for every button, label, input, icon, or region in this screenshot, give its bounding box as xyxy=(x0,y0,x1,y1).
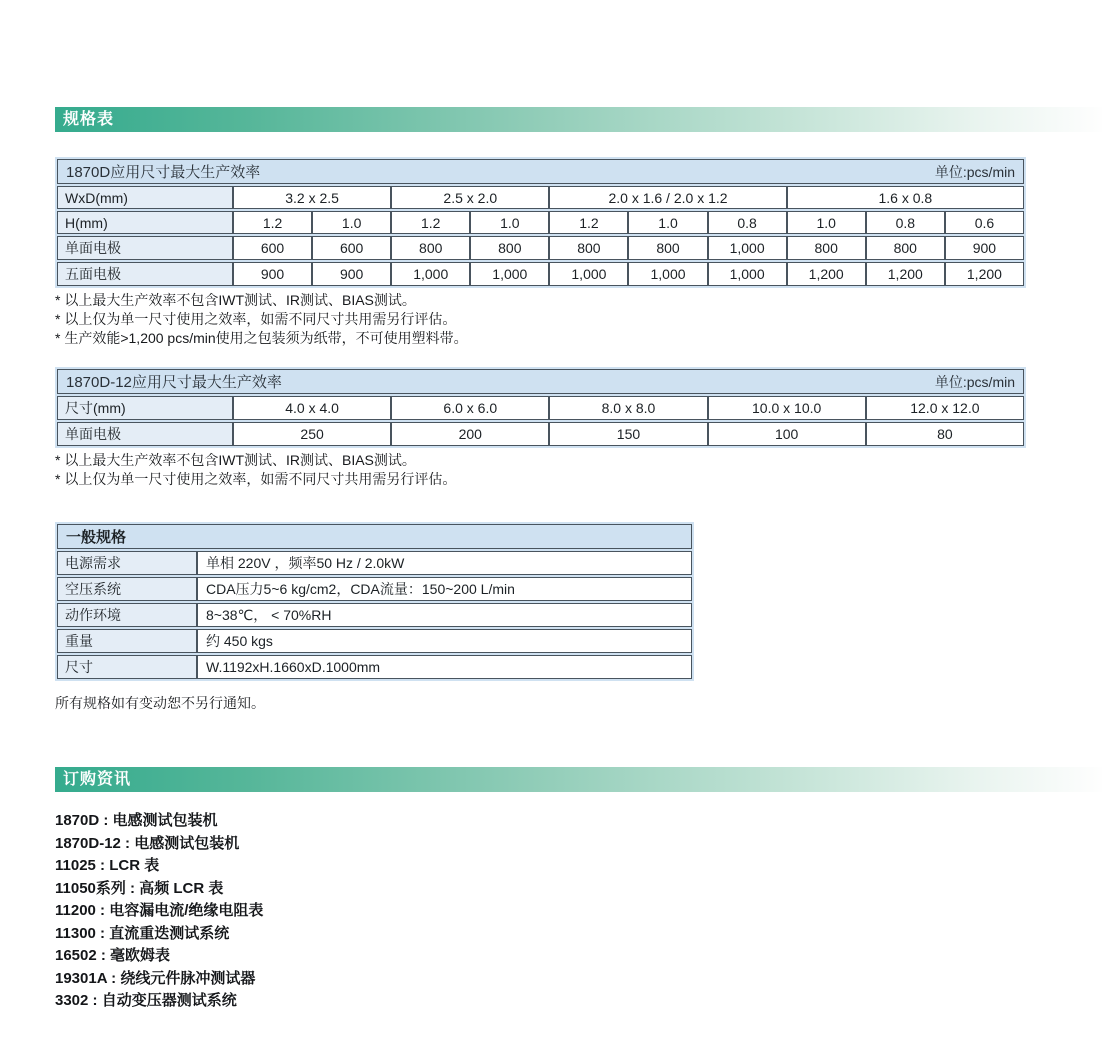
table-1870d12 xyxy=(57,367,1024,448)
specs-change-notice: 所有规格如有变动恕不另行通知。 xyxy=(55,695,265,711)
table-cell: 2.0 x 1.6 / 2.0 x 1.2 xyxy=(549,186,786,209)
spec-value: CDA压力5~6 kg/cm2，CDA流量：150~200 L/min xyxy=(197,577,692,601)
table-cell: 1.0 xyxy=(787,211,866,234)
table-cell: 150 xyxy=(549,422,707,446)
table-cell: 1,000 xyxy=(708,236,787,260)
table-row xyxy=(57,369,1024,394)
table-cell: 1,200 xyxy=(945,262,1024,286)
unit-label: 单位:pcs/min xyxy=(934,163,1015,180)
row-label: 单面电极 xyxy=(57,422,233,446)
table-cell: 800 xyxy=(866,236,945,260)
table-cell: 1,000 xyxy=(628,262,707,286)
table-row xyxy=(57,524,692,549)
table-cell: 800 xyxy=(470,236,549,260)
ordering-list-item: 1870D : 电感测试包装机 xyxy=(55,812,218,829)
general-specs-table xyxy=(55,522,694,681)
table-cell: 12.0 x 12.0 xyxy=(866,396,1024,420)
row-label: 单面电极 xyxy=(57,236,233,260)
table-1870d12-max-throughput xyxy=(55,367,1026,448)
table-general-specs xyxy=(57,522,692,681)
spec-value: W.1192xH.1660xD.1000mm xyxy=(197,655,692,679)
table-cell: 1.2 xyxy=(391,211,470,234)
table-cell: 900 xyxy=(233,262,312,286)
table-title: 1870D应用尺寸最大生产效率 xyxy=(66,164,261,181)
table-cell: 900 xyxy=(945,236,1024,260)
table-cell: 800 xyxy=(787,236,866,260)
footnote: * 以上仅为单一尺寸使用之效率，如需不同尺寸共用需另行评估。 xyxy=(55,471,457,487)
ordering-list-item: 3302 : 自动变压器测试系统 xyxy=(55,992,237,1009)
table-row xyxy=(57,603,692,627)
spec-value: 单相 220V ，频率50 Hz / 2.0kW xyxy=(197,551,692,575)
row-label: 重量 xyxy=(57,629,197,653)
table-cell: 0.8 xyxy=(866,211,945,234)
ordering-section-bar xyxy=(55,767,1102,792)
table-row xyxy=(57,422,1024,446)
specs-section-title: 规格表 xyxy=(63,111,115,128)
table-row xyxy=(57,655,692,679)
row-label: 五面电极 xyxy=(57,262,233,286)
table-row xyxy=(57,159,1024,184)
table-cell: 8.0 x 8.0 xyxy=(549,396,707,420)
ordering-list-item: 16502 : 毫欧姆表 xyxy=(55,947,171,964)
table-cell: 1,000 xyxy=(708,262,787,286)
table-title-row xyxy=(57,369,1024,394)
table-cell: 100 xyxy=(708,422,866,446)
row-label: 动作环境 xyxy=(57,603,197,627)
ordering-list-item: 11200 : 电容漏电流/绝缘电阻表 xyxy=(55,902,264,919)
table-cell: 200 xyxy=(391,422,549,446)
table-cell: 1.0 xyxy=(312,211,391,234)
table-cell: 1.0 xyxy=(470,211,549,234)
table-cell: 2.5 x 2.0 xyxy=(391,186,549,209)
table-cell: 10.0 x 10.0 xyxy=(708,396,866,420)
table-title: 1870D-12应用尺寸最大生产效率 xyxy=(66,374,282,391)
ordering-list xyxy=(55,810,263,1013)
ordering-list-item: 19301A : 绕线元件脉冲测试器 xyxy=(55,969,256,987)
table-1870d-footnotes xyxy=(55,291,468,348)
table-row xyxy=(57,629,692,653)
footnote: * 以上仅为单一尺寸使用之效率，如需不同尺寸共用需另行评估。 xyxy=(55,311,457,327)
footnote: * 生产效能>1,200 pcs/min使用之包装须为纸带，不可使用塑料带。 xyxy=(55,330,468,346)
table-cell: 800 xyxy=(628,236,707,260)
spec-value: 8~38℃， < 70%RH xyxy=(197,603,692,627)
table-row xyxy=(57,262,1024,286)
table-cell: 1,200 xyxy=(866,262,945,286)
table-cell: 250 xyxy=(233,422,391,446)
table-cell: 6.0 x 6.0 xyxy=(391,396,549,420)
spec-value: 约 450 kgs xyxy=(197,629,692,653)
table-title-row xyxy=(57,159,1024,184)
table-1870d-max-throughput xyxy=(55,157,1026,288)
table-row xyxy=(57,577,692,601)
ordering-list-item: 11025 : LCR 表 xyxy=(55,857,160,874)
table-cell: 1.2 xyxy=(233,211,312,234)
table-cell: 3.2 x 2.5 xyxy=(233,186,391,209)
table-row xyxy=(57,211,1024,234)
table-cell: 0.6 xyxy=(945,211,1024,234)
row-label: 尺寸(mm) xyxy=(57,396,233,420)
table-cell: 1.2 xyxy=(549,211,628,234)
table-cell: 1.6 x 0.8 xyxy=(787,186,1024,209)
footnote: * 以上最大生产效率不包含IWT测试、IR测试、BIAS测试。 xyxy=(55,452,416,468)
row-label: 空压系统 xyxy=(57,577,197,601)
table-cell: 900 xyxy=(312,262,391,286)
specs-section-bar xyxy=(55,107,1102,132)
table-cell: 800 xyxy=(391,236,470,260)
row-label: H(mm) xyxy=(57,211,233,234)
unit-label: 单位:pcs/min xyxy=(934,373,1015,390)
table-cell: 0.8 xyxy=(708,211,787,234)
table-row xyxy=(57,236,1024,260)
table-row xyxy=(57,186,1024,209)
table-cell: 1,200 xyxy=(787,262,866,286)
table-title: 一般规格 xyxy=(57,524,692,549)
ordering-list-item: 11300 : 直流重迭测试系统 xyxy=(55,924,230,942)
table-1870d xyxy=(57,157,1024,288)
ordering-list-item: 1870D-12 : 电感测试包装机 xyxy=(55,834,240,852)
table-row xyxy=(57,551,692,575)
table-cell: 1.0 xyxy=(628,211,707,234)
table-cell: 4.0 x 4.0 xyxy=(233,396,391,420)
table-1870d12-footnotes xyxy=(55,451,456,489)
table-cell: 600 xyxy=(312,236,391,260)
table-cell: 1,000 xyxy=(470,262,549,286)
ordering-list-item: 11050系列 : 高频 LCR 表 xyxy=(55,879,224,897)
table-cell: 600 xyxy=(233,236,312,260)
ordering-section-title: 订购资讯 xyxy=(63,771,132,788)
table-cell: 1,000 xyxy=(549,262,628,286)
table-cell: 800 xyxy=(549,236,628,260)
table-row xyxy=(57,396,1024,420)
table-cell: 80 xyxy=(866,422,1024,446)
row-label: WxD(mm) xyxy=(57,186,233,209)
table-cell: 1,000 xyxy=(391,262,470,286)
row-label: 尺寸 xyxy=(57,655,197,679)
footnote: * 以上最大生产效率不包含IWT测试、IR测试、BIAS测试。 xyxy=(55,292,416,308)
row-label: 电源需求 xyxy=(57,551,197,575)
